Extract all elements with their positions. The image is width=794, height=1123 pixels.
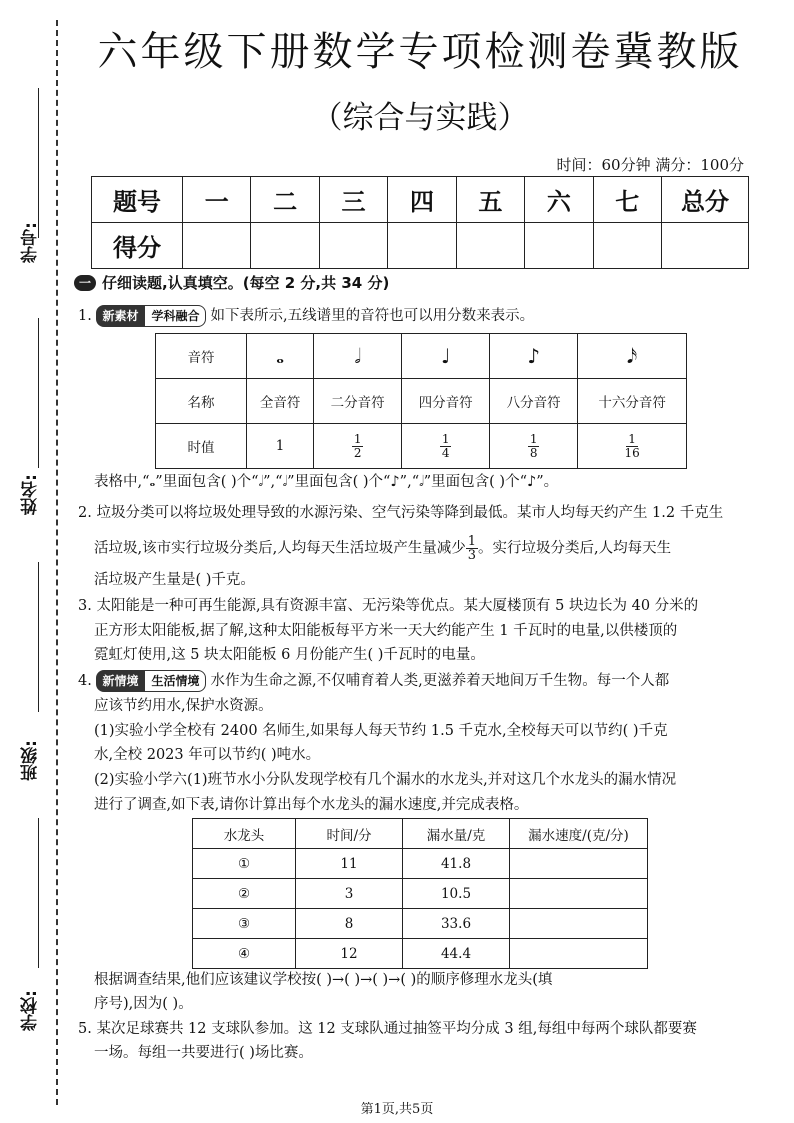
table-header-row bbox=[193, 819, 648, 849]
table-row bbox=[193, 879, 648, 909]
time-info: 时间：60分钟 满分：100分 bbox=[556, 156, 744, 174]
note-value: $\frac{1}{16}$ bbox=[578, 424, 687, 469]
subject-fusion-tag: 学科融合 bbox=[144, 305, 206, 327]
question-4-sub2: (2)实验小学六(1)班节水小分队发现学校有几个漏水的水龙头,并对这几个水龙头的漏水情况 bbox=[94, 772, 677, 788]
score-input[interactable] bbox=[525, 223, 593, 269]
score-input-total[interactable] bbox=[662, 223, 749, 269]
question-5-line: 5. 某次足球赛共 12 支球队参加。这 12 支球队通过抽签平均分成 3 组,每组中每两个球队都要赛 bbox=[78, 1021, 697, 1037]
score-input[interactable] bbox=[388, 223, 456, 269]
student-number-label: 学号: bbox=[21, 222, 41, 263]
note-value: 1 bbox=[247, 424, 314, 469]
score-cell-label: 题号 bbox=[92, 177, 183, 223]
binding-dashed-line bbox=[56, 20, 58, 1105]
faucet-id: ③ bbox=[193, 909, 296, 939]
note-value: $\frac{1}{2}$ bbox=[314, 424, 402, 469]
score-cell-5: 五 bbox=[456, 177, 524, 223]
table-row bbox=[193, 849, 648, 879]
question-4-line: 应该节约用水,保护水资源。 bbox=[94, 698, 273, 714]
column-header: 水龙头 bbox=[193, 819, 296, 849]
score-table bbox=[91, 176, 749, 269]
score-cell-4: 四 bbox=[388, 177, 456, 223]
table-row bbox=[193, 909, 648, 939]
question-1-fill[interactable]: 表格中,“𝅝”里面包含( )个“𝅗𝅥”,“𝅗𝅥”里面包含( )个“♪”,“𝅗𝅥”里面包含( )个“♪”。 bbox=[94, 474, 559, 490]
question-3-line: 正方形太阳能板,据了解,这种太阳能板每平方米一天大约能产生 1 千瓦时的电量,以供楼顶的 bbox=[94, 623, 678, 639]
question-1-text: 如下表所示,五线谱里的音符也可以用分数来表示。 bbox=[210, 308, 535, 324]
faucet-time: 3 bbox=[296, 879, 403, 909]
faucet-time: 11 bbox=[296, 849, 403, 879]
question-4-order-fill[interactable]: 根据调查结果,他们应该建议学校按( )→( )→( )→( )的顺序修理水龙头(填 bbox=[94, 972, 553, 988]
score-header-row bbox=[92, 177, 749, 223]
note-symbol: ♪ bbox=[490, 334, 578, 379]
new-scenario-tag: 新情境 bbox=[96, 670, 144, 692]
faucet-amount: 41.8 bbox=[403, 849, 510, 879]
table-row bbox=[156, 424, 687, 469]
score-input[interactable] bbox=[251, 223, 319, 269]
question-3-line: 3. 太阳能是一种可再生能源,具有资源丰富、无污染等优点。某大厦楼顶有 5 块边长为 40 分米的 bbox=[78, 598, 699, 614]
faucet-amount: 44.4 bbox=[403, 939, 510, 969]
question-1-intro bbox=[78, 305, 534, 327]
section-badge: 一 bbox=[74, 275, 96, 291]
score-cell-6: 六 bbox=[525, 177, 593, 223]
faucet-speed-input[interactable] bbox=[510, 879, 648, 909]
question-4-sub2: 进行了调查,如下表,请你计算出每个水龙头的漏水速度,并完成表格。 bbox=[94, 797, 529, 813]
column-header: 漏水量/克 bbox=[403, 819, 510, 849]
question-2-fill[interactable]: 活垃圾产生量是( )千克。 bbox=[94, 572, 255, 588]
score-cell-7: 七 bbox=[593, 177, 661, 223]
row-label: 音符 bbox=[156, 334, 247, 379]
music-notes-table bbox=[155, 333, 687, 469]
school-label: 学校: bbox=[21, 990, 41, 1031]
table-row bbox=[156, 334, 687, 379]
score-input[interactable] bbox=[593, 223, 661, 269]
question-2-line: 活垃圾,该市实行垃圾分类后,人均每天生活垃圾产生量减少 $\frac{1}{3}$ 。实行垃圾分类后,人均每天生 bbox=[94, 534, 672, 563]
faucet-table bbox=[192, 818, 648, 969]
question-4-intro bbox=[78, 670, 669, 692]
column-header: 漏水速度/(克/分) bbox=[510, 819, 648, 849]
page-footer: 第1页,共5页 bbox=[360, 1102, 434, 1117]
column-header: 时间/分 bbox=[296, 819, 403, 849]
score-input[interactable] bbox=[183, 223, 251, 269]
new-material-tag: 新素材 bbox=[96, 305, 144, 327]
row-label: 名称 bbox=[156, 379, 247, 424]
note-name: 二分音符 bbox=[314, 379, 402, 424]
score-row-label: 得分 bbox=[92, 223, 183, 269]
note-value: $\frac{1}{4}$ bbox=[402, 424, 490, 469]
student-name-line[interactable] bbox=[38, 318, 39, 468]
class-line[interactable] bbox=[38, 562, 39, 712]
question-4-sub1[interactable]: (1)实验小学全校有 2400 名师生,如果每人每天节约 1.5 千克水,全校每天可以节约( )千克 bbox=[94, 723, 668, 739]
question-number: 1. bbox=[78, 308, 92, 324]
faucet-amount: 33.6 bbox=[403, 909, 510, 939]
note-name: 十六分音符 bbox=[578, 379, 687, 424]
page-title: 六年级下册数学专项检测卷冀教版 bbox=[97, 29, 743, 75]
note-symbol: 𝅘𝅥𝅯 bbox=[578, 334, 687, 379]
school-line[interactable] bbox=[38, 818, 39, 968]
faucet-time: 8 bbox=[296, 909, 403, 939]
section-title-text: 仔细读题,认真填空。(每空 2 分,共 34 分) bbox=[102, 274, 390, 292]
section-title bbox=[74, 272, 389, 293]
student-number-line[interactable] bbox=[38, 88, 39, 238]
table-row bbox=[193, 939, 648, 969]
score-input[interactable] bbox=[456, 223, 524, 269]
score-cell-1: 一 bbox=[183, 177, 251, 223]
faucet-time: 12 bbox=[296, 939, 403, 969]
score-cell-2: 二 bbox=[251, 177, 319, 223]
question-5-fill[interactable]: 一场。每组一共要进行( )场比赛。 bbox=[94, 1045, 313, 1061]
question-4-reason-fill[interactable]: 序号),因为( )。 bbox=[94, 996, 193, 1012]
row-label: 时值 bbox=[156, 424, 247, 469]
table-row bbox=[156, 379, 687, 424]
question-4-text: 水作为生命之源,不仅哺育着人类,更滋养着天地间万千生物。每一个人都 bbox=[210, 673, 670, 689]
faucet-speed-input[interactable] bbox=[510, 939, 648, 969]
note-name: 四分音符 bbox=[402, 379, 490, 424]
score-cell-total: 总分 bbox=[662, 177, 749, 223]
question-4-sub1[interactable]: 水,全校 2023 年可以节约( )吨水。 bbox=[94, 747, 321, 763]
note-value: $\frac{1}{8}$ bbox=[490, 424, 578, 469]
note-symbol: 𝅗𝅥 bbox=[314, 334, 402, 379]
score-input[interactable] bbox=[319, 223, 387, 269]
faucet-speed-input[interactable] bbox=[510, 909, 648, 939]
faucet-amount: 10.5 bbox=[403, 879, 510, 909]
faucet-id: ① bbox=[193, 849, 296, 879]
faucet-id: ④ bbox=[193, 939, 296, 969]
life-scenario-tag: 生活情境 bbox=[144, 670, 206, 692]
class-label: 班级: bbox=[21, 740, 41, 781]
score-cell-3: 三 bbox=[319, 177, 387, 223]
question-2-line: 2. 垃圾分类可以将垃圾处理导致的水源污染、空气污染等降到最低。某市人均每天约产生 1.2 千克生 bbox=[78, 505, 724, 521]
note-name: 八分音符 bbox=[490, 379, 578, 424]
question-3-fill[interactable]: 霓虹灯使用,这 5 块太阳能板 6 月份能产生( )千瓦时的电量。 bbox=[94, 647, 485, 663]
note-symbol: ♩ bbox=[402, 334, 490, 379]
question-number: 4. bbox=[78, 673, 92, 689]
faucet-speed-input[interactable] bbox=[510, 849, 648, 879]
faucet-id: ② bbox=[193, 879, 296, 909]
page-subtitle: （综合与实践） bbox=[311, 100, 529, 136]
score-value-row bbox=[92, 223, 749, 269]
note-symbol: 𝅝 bbox=[247, 334, 314, 379]
student-name-label: 姓名: bbox=[21, 474, 41, 515]
note-name: 全音符 bbox=[247, 379, 314, 424]
